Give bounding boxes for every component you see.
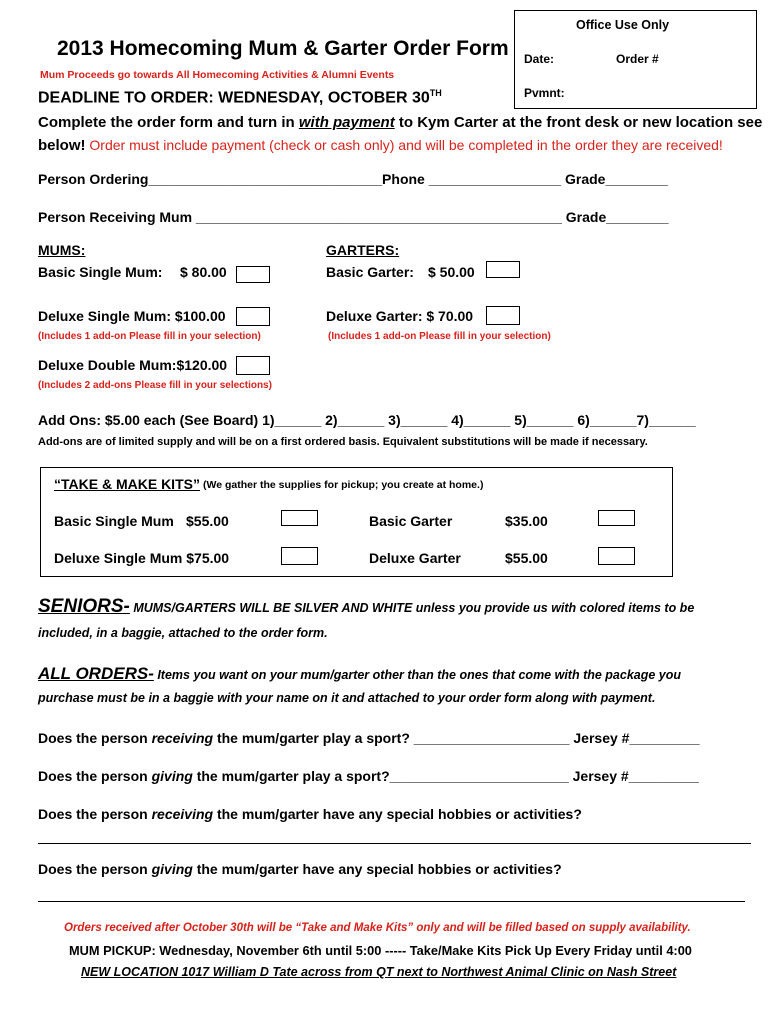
- office-date-label: Date:: [524, 52, 555, 66]
- kit-basic-garter-label: Basic Garter: [369, 513, 453, 529]
- basic-mum-price: $ 80.00: [180, 264, 227, 280]
- kit-basic-garter-price: $35.00: [505, 513, 548, 529]
- deadline-text: DEADLINE TO ORDER: WEDNESDAY, OCTOBER 30: [38, 89, 430, 107]
- kit-basic-mum-checkbox[interactable]: [281, 510, 318, 526]
- q3-b: receiving: [151, 806, 214, 822]
- basic-mum-checkbox[interactable]: [236, 266, 270, 283]
- deluxe-garter-checkbox[interactable]: [486, 306, 520, 325]
- receiving-hobbies-answer-line[interactable]: [38, 843, 751, 844]
- q4-c: the mum/garter have any special hobbies or activities?: [192, 861, 562, 877]
- double-mum-checkbox[interactable]: [236, 356, 270, 375]
- mums-heading: MUMS:: [38, 242, 86, 258]
- kit-deluxe-garter-price: $55.00: [505, 550, 548, 566]
- double-mum-label: Deluxe Double Mum:$120.00: [38, 357, 228, 373]
- pickup-info: MUM PICKUP: Wednesday, November 6th until 5:00 ----- Take/Make Kits Pick Up Every Friday until 4:00: [69, 943, 692, 958]
- deadline: [38, 88, 442, 107]
- addons-note: Add-ons are of limited supply and will be on a first ordered basis. Equivalent substitutions will be made if necessary.: [38, 436, 648, 448]
- kit-deluxe-mum-label: Deluxe Single Mum $75.00: [54, 550, 230, 566]
- basic-garter-label: Basic Garter:: [326, 264, 414, 280]
- question-giving-sport[interactable]: [38, 768, 699, 784]
- kits-subtitle: (We gather the supplies for pickup; you create at home.): [203, 479, 484, 491]
- basic-garter-checkbox[interactable]: [486, 261, 520, 278]
- double-mum-note: (Includes 2 add-ons Please fill in your selections): [38, 380, 272, 391]
- all-orders-line2: purchase must be in a baggie with your name on it and attached to your order form along with payment.: [38, 691, 656, 705]
- seniors-heading: SENIORS-: [38, 596, 130, 617]
- seniors-text: MUMS/GARTERS WILL BE SILVER AND WHITE unless you provide us with colored items to be: [129, 601, 695, 615]
- person-ordering-field[interactable]: Person Ordering______________________________Phone _________________ Grade________: [38, 171, 668, 187]
- question-giving-hobbies: [38, 861, 562, 877]
- all-orders-text: Items you want on your mum/garter other than the ones that come with the package you: [153, 668, 682, 682]
- deadline-sup: TH: [429, 88, 442, 98]
- q1-a: Does the person: [38, 730, 152, 746]
- seniors-line1: [38, 596, 694, 618]
- kit-basic-mum-label: Basic Single Mum: [54, 513, 174, 529]
- seniors-line2: included, in a baggie, attached to the order form.: [38, 626, 328, 640]
- office-use-title: Office Use Only: [576, 18, 670, 32]
- q2-a: Does the person: [38, 768, 152, 784]
- instructions-line2: [38, 137, 723, 154]
- question-receiving-hobbies: [38, 806, 582, 822]
- office-payment-label: Pvmnt:: [524, 86, 565, 100]
- kits-title: “TAKE & MAKE KITS”: [54, 476, 200, 492]
- instr-with-payment: with payment: [298, 114, 395, 131]
- all-orders-heading: ALL ORDERS-: [38, 664, 154, 683]
- q1-c: the mum/garter play a sport? ____________________ Jersey #_________: [213, 730, 700, 746]
- kit-deluxe-garter-checkbox[interactable]: [598, 547, 635, 565]
- kit-deluxe-garter-label: Deluxe Garter: [369, 550, 461, 566]
- instructions-line1: [38, 114, 762, 131]
- deluxe-garter-note: (Includes 1 add-on Please fill in your selection): [328, 331, 551, 342]
- giving-hobbies-answer-line[interactable]: [38, 901, 745, 902]
- basic-mum-label: Basic Single Mum:: [38, 264, 163, 280]
- q3-a: Does the person: [38, 806, 152, 822]
- basic-garter-price: $ 50.00: [428, 264, 475, 280]
- instr-part3: to Kym Carter at the front desk or new location see: [394, 114, 763, 131]
- instr-part1: Complete the order form and turn in: [38, 114, 299, 131]
- deluxe-garter-label: Deluxe Garter: $ 70.00: [326, 308, 474, 324]
- addons-line[interactable]: Add Ons: $5.00 each (See Board) 1)______ 2)______ 3)______ 4)______ 5)______ 6)______7)______: [38, 412, 696, 428]
- person-receiving-field[interactable]: Person Receiving Mum _______________________________________________ Grade________: [38, 209, 669, 225]
- office-order-label: Order #: [616, 52, 659, 66]
- instr-payment-note: Order must include payment (check or cash only) and will be completed in the order they are received!: [85, 137, 723, 153]
- deluxe-mum-checkbox[interactable]: [236, 307, 270, 326]
- kit-basic-garter-checkbox[interactable]: [598, 510, 635, 526]
- kit-deluxe-mum-checkbox[interactable]: [281, 547, 318, 565]
- late-orders-note: Orders received after October 30th will be “Take and Make Kits” only and will be filled based on supply availability.: [64, 922, 691, 934]
- q3-c: the mum/garter have any special hobbies or activities?: [213, 806, 582, 822]
- garters-heading: GARTERS:: [326, 242, 400, 258]
- deluxe-mum-note: (Includes 1 add-on Please fill in your selection): [38, 331, 261, 342]
- proceeds-note: Mum Proceeds go towards All Homecoming Activities & Alumni Events: [40, 69, 395, 81]
- question-receiving-sport[interactable]: [38, 730, 700, 746]
- instr-below: below!: [38, 137, 86, 154]
- q2-b: giving: [151, 768, 193, 784]
- q1-b: receiving: [151, 730, 214, 746]
- q2-c: the mum/garter play a sport?_______________________ Jersey #_________: [192, 768, 699, 784]
- q4-b: giving: [151, 861, 193, 877]
- page-title: 2013 Homecoming Mum & Garter Order Form: [57, 37, 509, 60]
- all-orders-line1: [38, 664, 681, 684]
- q4-a: Does the person: [38, 861, 152, 877]
- deluxe-mum-label: Deluxe Single Mum: $100.00: [38, 308, 226, 324]
- new-location: NEW LOCATION 1017 William D Tate across from QT next to Northwest Animal Clinic on Nash Street: [81, 965, 677, 979]
- kit-basic-mum-price: $55.00: [186, 513, 229, 529]
